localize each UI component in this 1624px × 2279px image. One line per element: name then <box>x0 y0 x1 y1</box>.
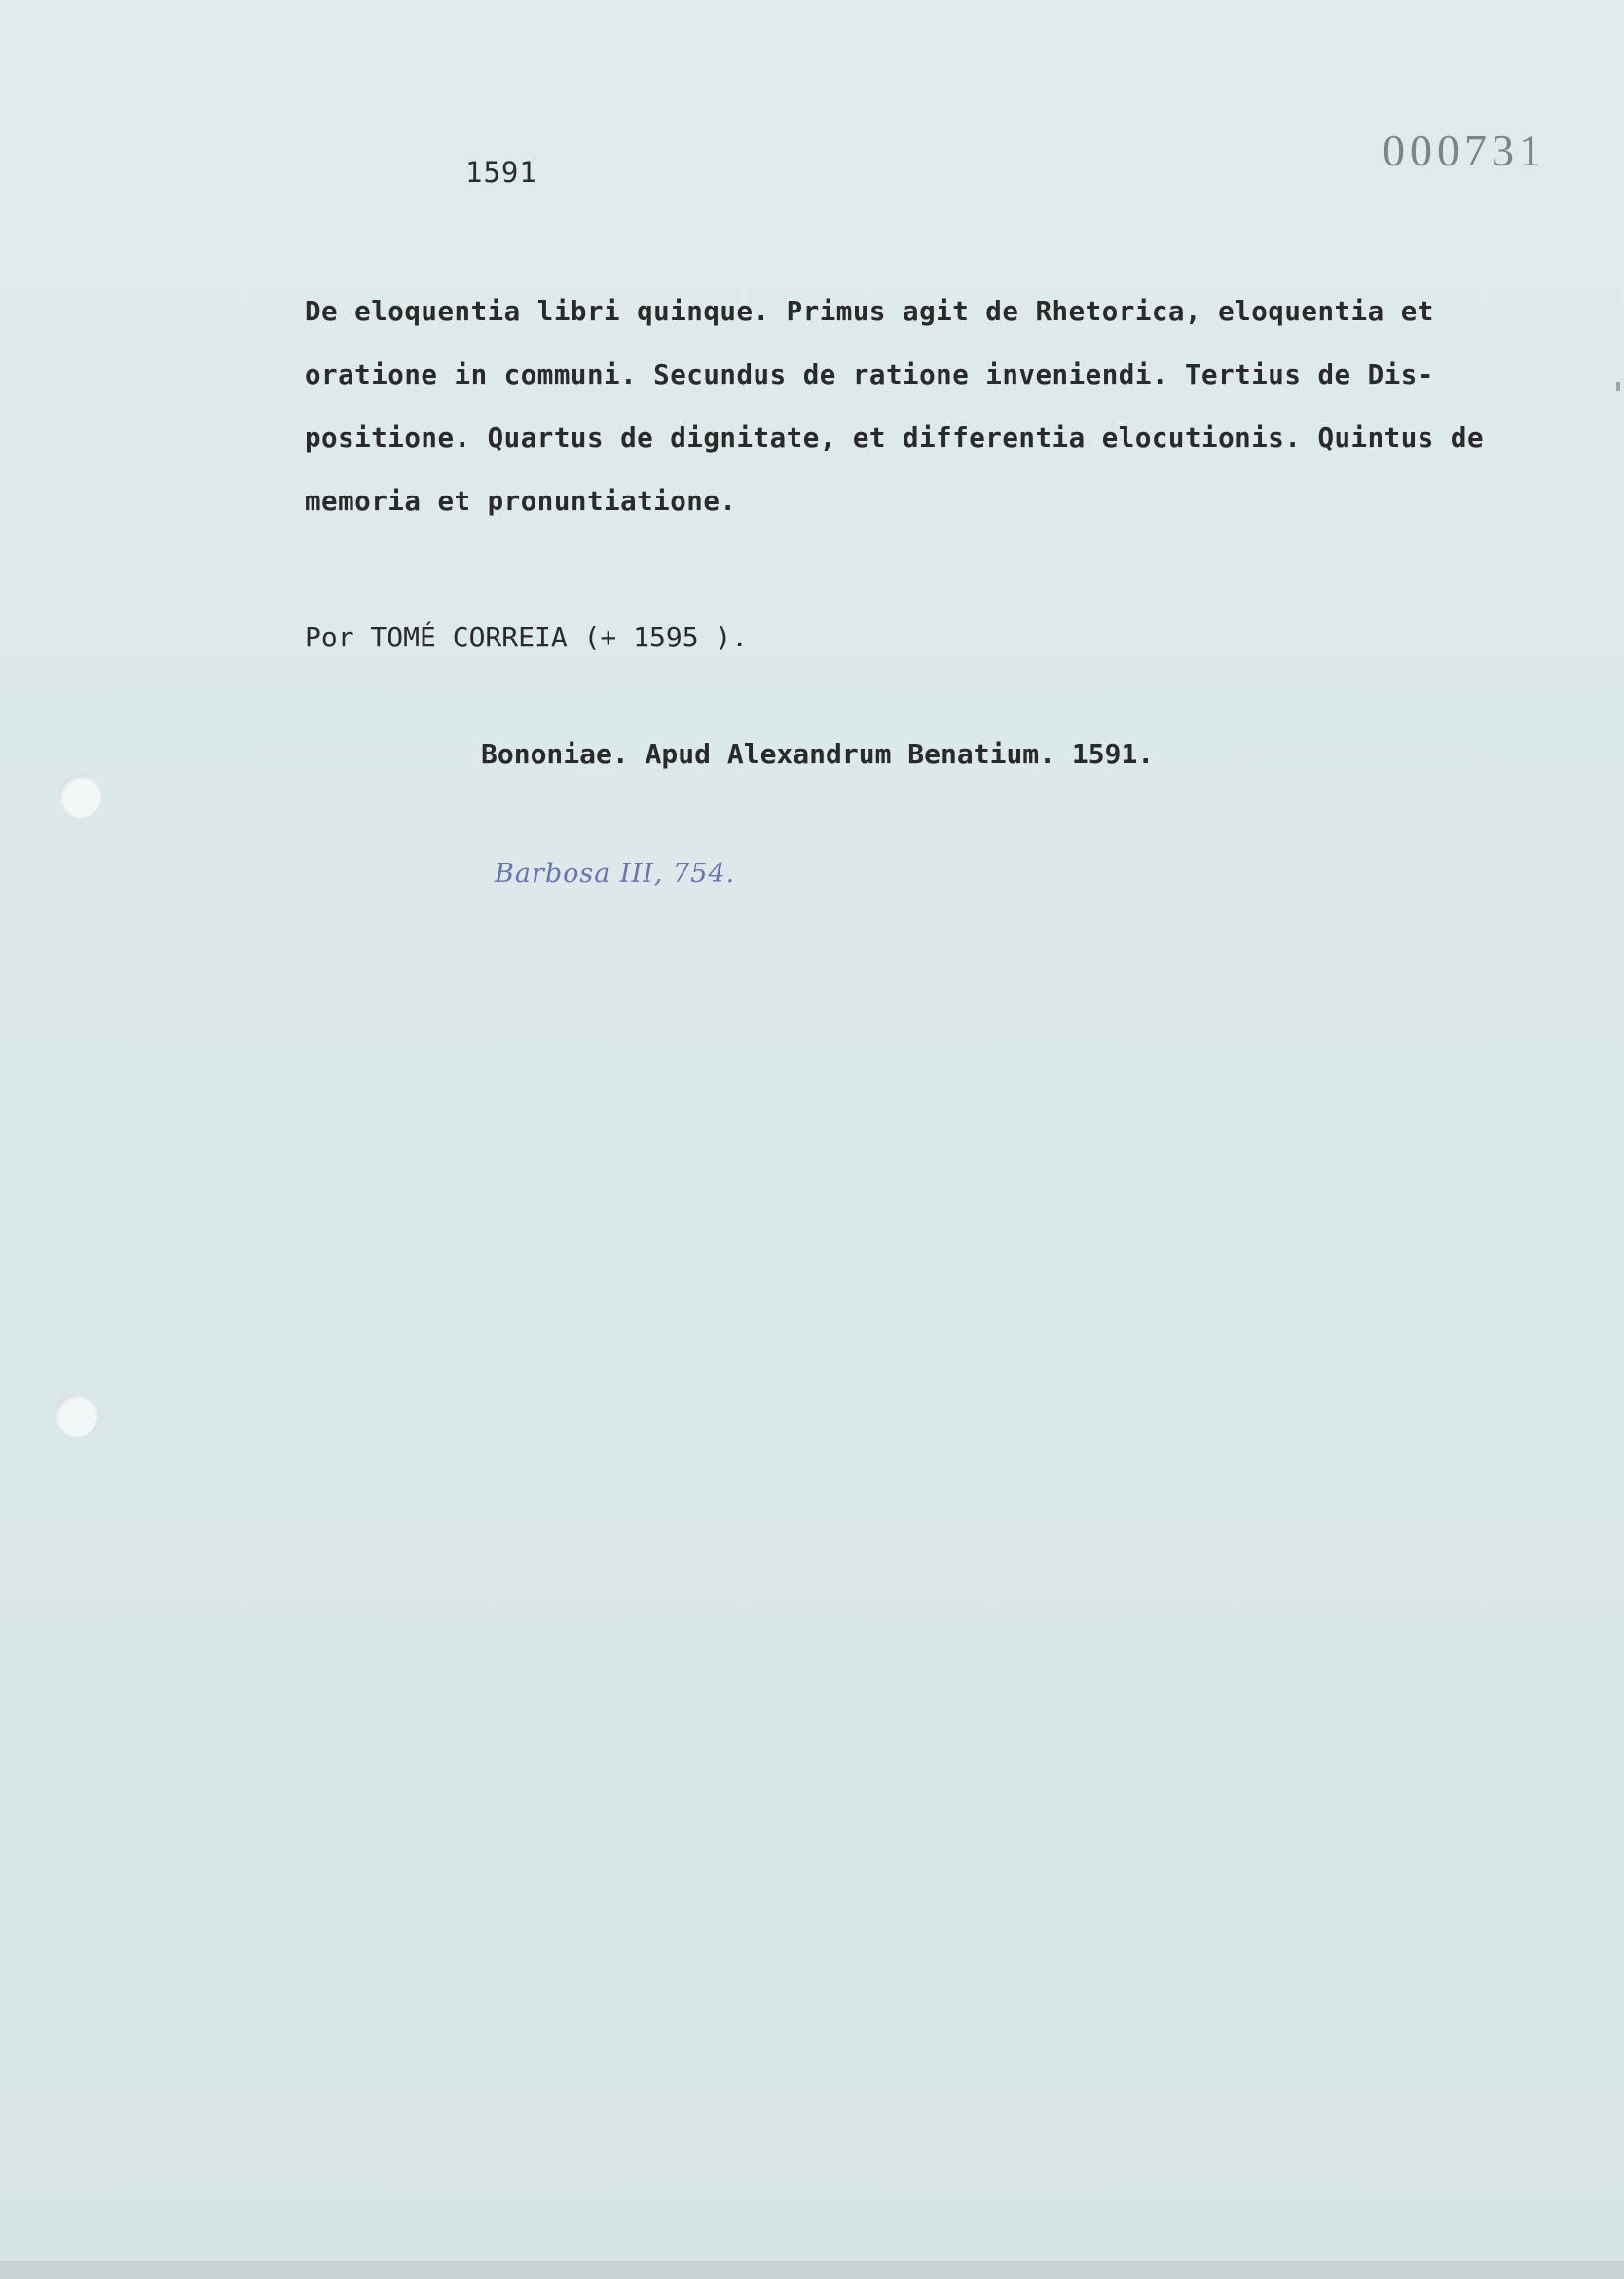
catalog-number-stamp: 000731 <box>1383 126 1546 175</box>
punch-hole <box>55 1394 97 1437</box>
title-line: positione. Quartus de dignitate, et differentia elocutionis. Quintus de <box>305 423 1485 454</box>
title-line: memoria et pronuntiatione. <box>305 486 737 517</box>
author-line: Por TOMÉ CORREIA (+ 1595 ). <box>305 621 749 653</box>
title-line: De eloquentia libri quinque. Primus agit de Rhetorica, eloquentia et <box>305 296 1434 327</box>
handwritten-reference-note: Barbosa III, 754. <box>495 859 736 889</box>
title-line: oratione in communi. Secundus de ratione inveniendi. Tertius de Dis- <box>305 359 1434 390</box>
edge-mark <box>1616 382 1620 391</box>
imprint-line: Bononiae. Apud Alexandrum Benatium. 1591. <box>481 738 1155 770</box>
book-title <box>305 280 1570 533</box>
punch-hole <box>58 775 101 818</box>
record-year: 1591 <box>465 156 537 189</box>
scan-edge-strip <box>0 2261 1624 2279</box>
